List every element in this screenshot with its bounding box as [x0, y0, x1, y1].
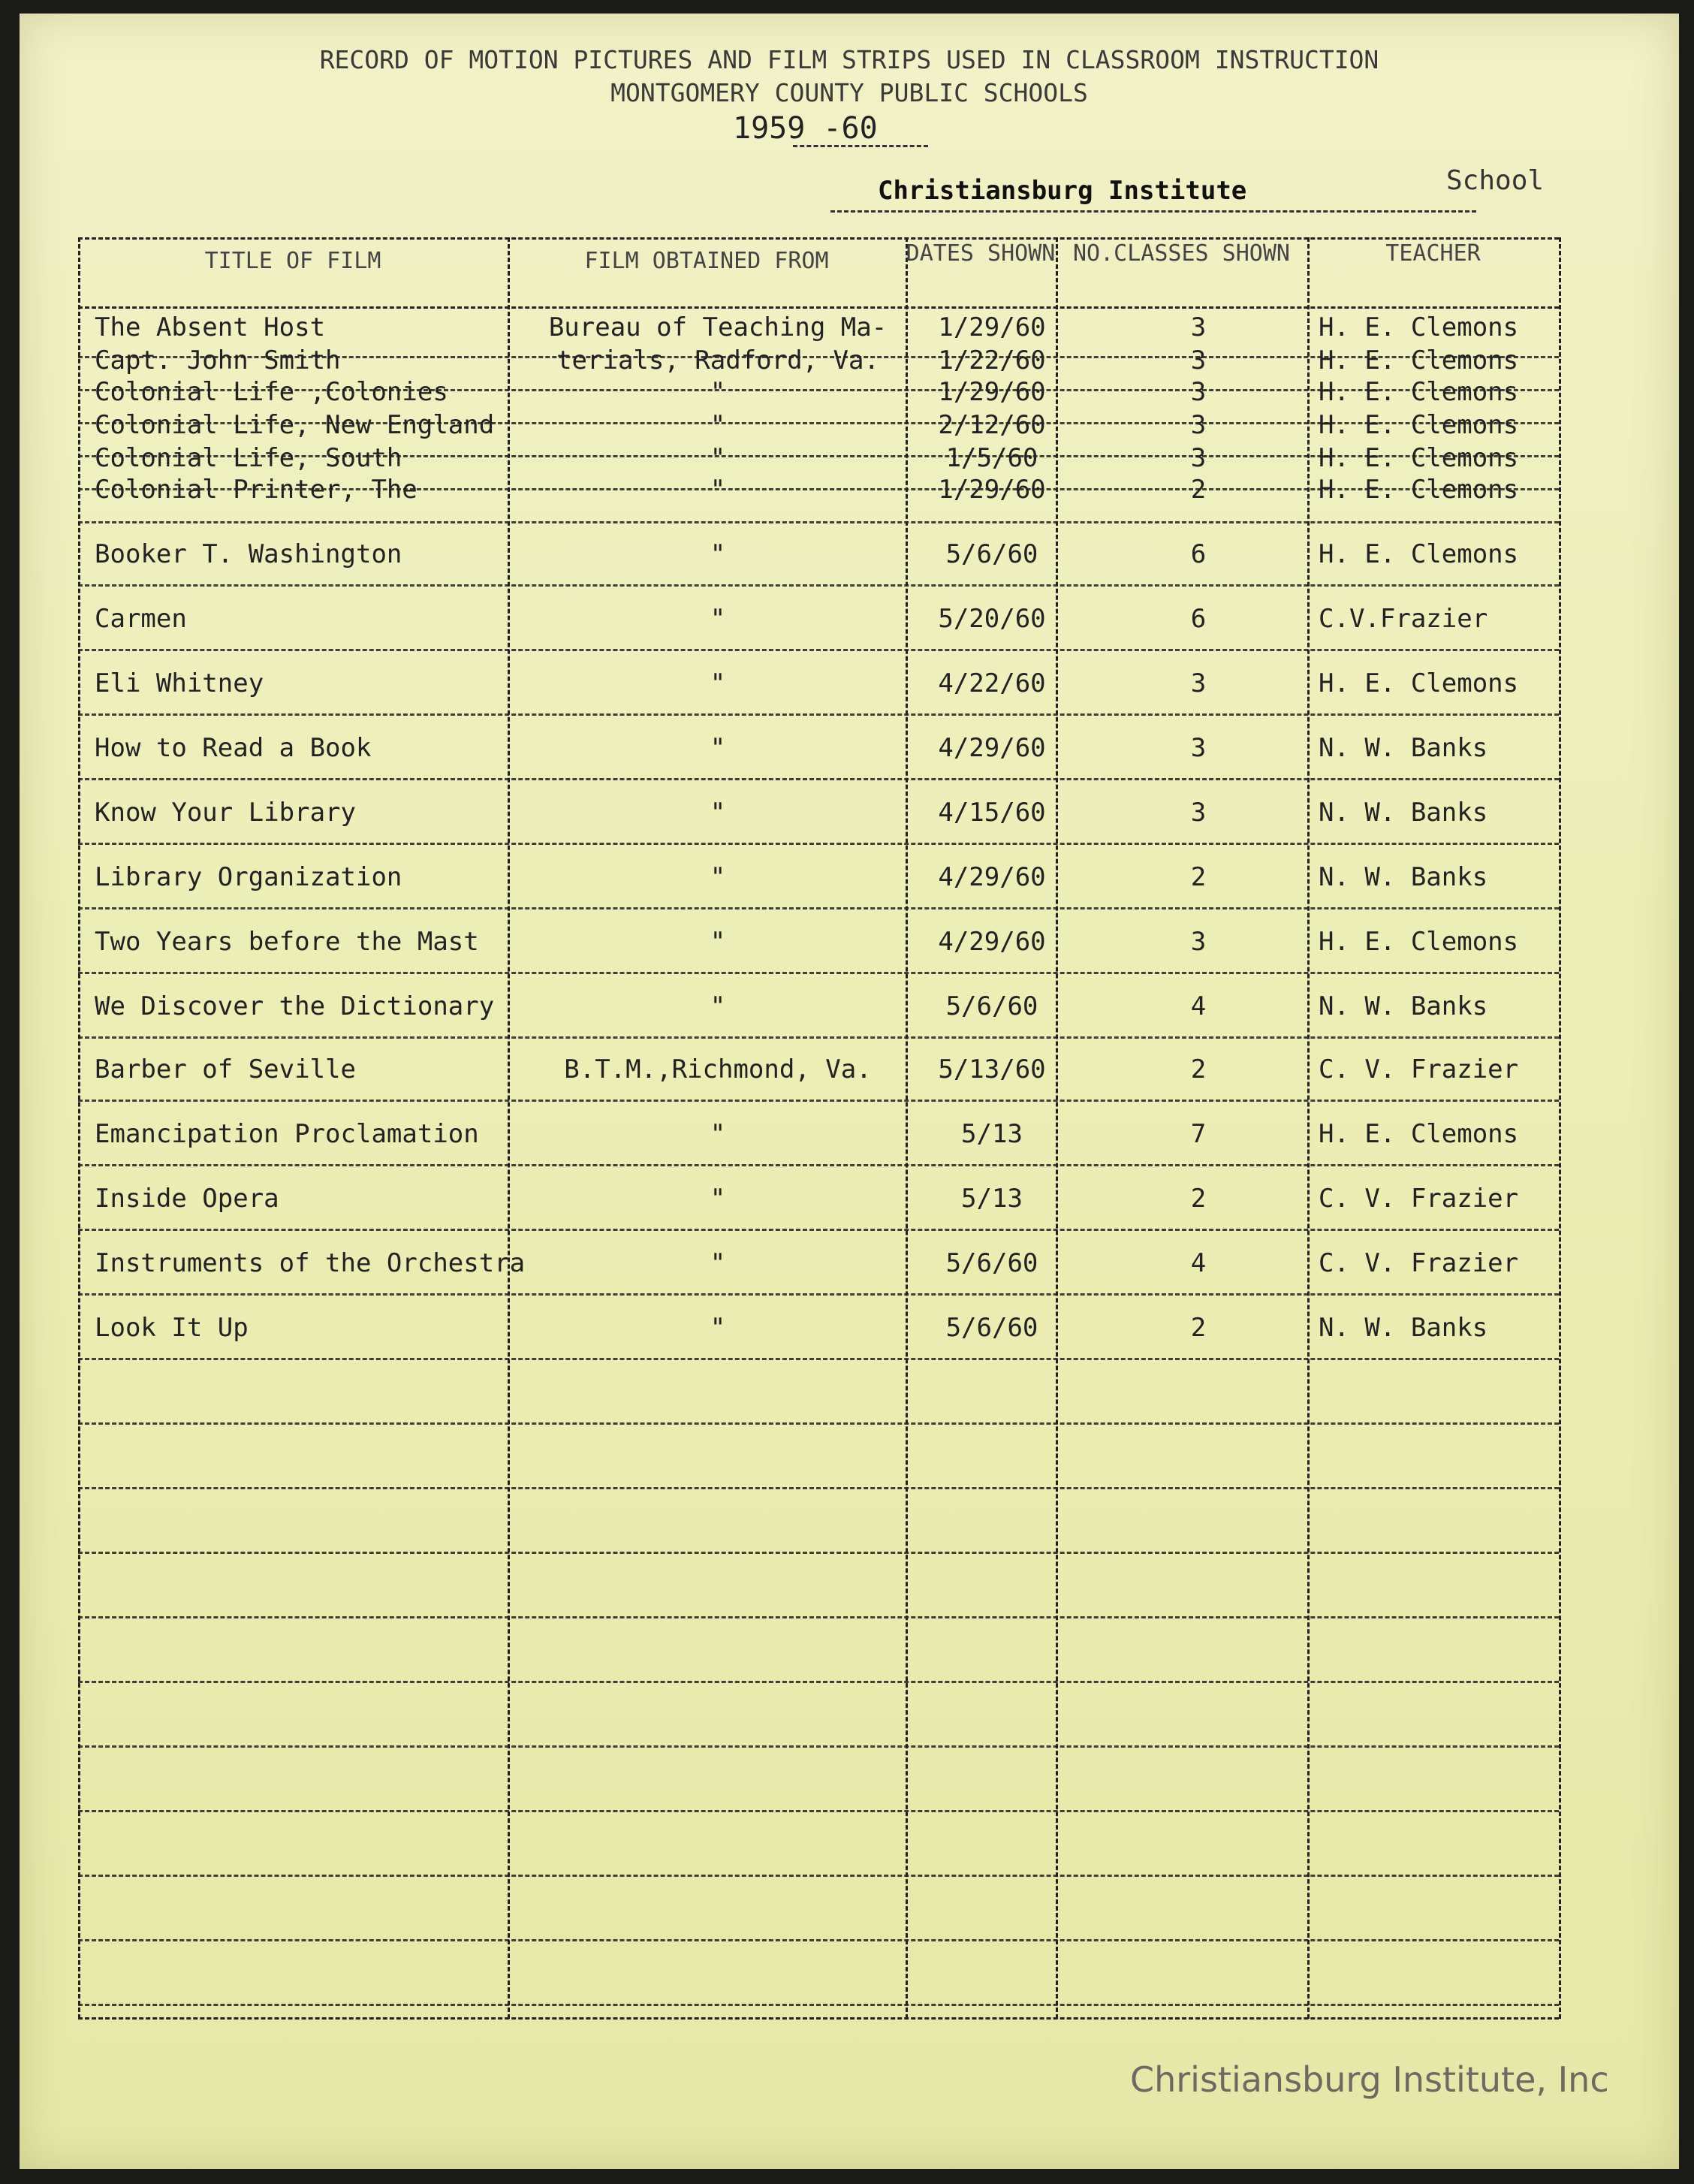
cell-teacher: C. V. Frazier: [1319, 1248, 1519, 1278]
cell-source: ": [710, 1313, 726, 1343]
row-separator: [78, 713, 1559, 716]
cell-classes: 3: [1190, 345, 1207, 376]
title-line-2: MONTGOMERY COUNTY PUBLIC SCHOOLS: [610, 78, 1088, 107]
cell-date: 1/22/60: [938, 345, 1046, 376]
cell-classes: 2: [1190, 862, 1207, 892]
row-separator: [78, 1100, 1559, 1102]
cell-title: Inside Opera: [95, 1184, 279, 1214]
cell-classes: 6: [1190, 539, 1207, 569]
column-header: TITLE OF FILM: [204, 248, 381, 274]
cell-date: 5/20/60: [938, 604, 1046, 634]
cell-title: We Discover the Dictionary: [95, 991, 495, 1021]
cell-teacher: H. E. Clemons: [1319, 927, 1519, 957]
cell-teacher: H. E. Clemons: [1319, 1119, 1519, 1149]
cell-classes: 2: [1190, 475, 1207, 505]
cell-teacher: N. W. Banks: [1319, 798, 1488, 828]
row-separator: [78, 1293, 1559, 1296]
cell-teacher: N. W. Banks: [1319, 991, 1488, 1021]
row-separator: [78, 1422, 1559, 1425]
cell-teacher: H. E. Clemons: [1319, 443, 1519, 473]
cell-teacher: N. W. Banks: [1319, 862, 1488, 892]
cell-teacher: N. W. Banks: [1319, 1313, 1488, 1343]
cell-source: ": [710, 862, 726, 892]
cell-title: Colonial Printer, The: [95, 475, 417, 505]
cell-teacher: C. V. Frazier: [1319, 1184, 1519, 1214]
row-separator: [78, 488, 1559, 490]
cell-title: Library Organization: [95, 862, 402, 892]
cell-date: 4/29/60: [938, 862, 1046, 892]
cell-date: 5/13: [961, 1119, 1023, 1149]
cell-date: 4/29/60: [938, 927, 1046, 957]
cell-date: 4/22/60: [938, 668, 1046, 698]
cell-date: 1/29/60: [938, 312, 1046, 342]
row-separator: [78, 2004, 1559, 2006]
cell-date: 2/12/60: [938, 410, 1046, 440]
cell-teacher: H. E. Clemons: [1319, 345, 1519, 376]
cell-classes: 2: [1190, 1313, 1207, 1343]
cell-date: 5/6/60: [945, 539, 1038, 569]
cell-date: 5/13/60: [938, 1054, 1046, 1084]
row-separator: [78, 1745, 1559, 1748]
cell-date: 5/6/60: [945, 1248, 1038, 1278]
cell-classes: 3: [1190, 668, 1207, 698]
cell-title: Two Years before the Mast: [95, 927, 479, 957]
school-underline: [830, 210, 1476, 213]
cell-source: ": [710, 798, 726, 828]
cell-source: ": [710, 668, 726, 698]
cell-date: 1/5/60: [945, 443, 1038, 473]
row-separator: [78, 843, 1559, 845]
cell-title: The Absent Host: [95, 312, 326, 342]
cell-classes: 2: [1190, 1184, 1207, 1214]
cell-classes: 6: [1190, 604, 1207, 634]
row-separator: [78, 584, 1559, 587]
cell-classes: 3: [1190, 377, 1207, 407]
row-separator: [78, 1164, 1559, 1166]
cell-teacher: H. E. Clemons: [1319, 377, 1519, 407]
school-label: School: [1446, 165, 1545, 196]
cell-classes: 3: [1190, 410, 1207, 440]
cell-title: Booker T. Washington: [95, 539, 402, 569]
row-separator: [78, 1939, 1559, 1941]
cell-teacher: C.V.Frazier: [1319, 604, 1488, 634]
cell-classes: 4: [1190, 991, 1207, 1021]
title-line-1: RECORD OF MOTION PICTURES AND FILM STRIPS USED IN CLASSROOM INSTRUCTION: [319, 45, 1379, 74]
cell-source: ": [710, 991, 726, 1021]
cell-title: Emancipation Proclamation: [95, 1119, 479, 1149]
header-bottom-border: [78, 306, 1559, 309]
cell-teacher: C. V. Frazier: [1319, 1054, 1519, 1084]
cell-source: ": [710, 475, 726, 505]
row-separator: [78, 455, 1559, 457]
row-separator: [78, 1616, 1559, 1618]
row-separator: [78, 521, 1559, 523]
cell-classes: 3: [1190, 798, 1207, 828]
cell-teacher: H. E. Clemons: [1319, 539, 1519, 569]
cell-classes: 4: [1190, 1248, 1207, 1278]
cell-source: terials, Radford, Va.: [556, 345, 879, 376]
cell-classes: 3: [1190, 443, 1207, 473]
column-header: NO.CLASSES SHOWN: [1073, 240, 1290, 267]
watermark: Christiansburg Institute, Inc: [1130, 2059, 1609, 2100]
cell-teacher: N. W. Banks: [1319, 733, 1488, 763]
cell-title: Eli Whitney: [95, 668, 264, 698]
cell-source: ": [710, 604, 726, 634]
row-separator: [78, 1681, 1559, 1683]
row-separator: [78, 972, 1559, 974]
cell-title: Barber of Seville: [95, 1054, 356, 1084]
cell-date: 1/29/60: [938, 475, 1046, 505]
cell-date: 5/13: [961, 1184, 1023, 1214]
row-separator: [78, 1358, 1559, 1360]
cell-classes: 2: [1190, 1054, 1207, 1084]
cell-title: Colonial Life, New England: [95, 410, 495, 440]
cell-source: ": [710, 927, 726, 957]
cell-source: ": [710, 733, 726, 763]
cell-source: ": [710, 539, 726, 569]
cell-source: ": [710, 1248, 726, 1278]
cell-title: Capt. John Smith: [95, 345, 341, 376]
column-header: DATES SHOWN: [906, 240, 1056, 267]
cell-title: Carmen: [95, 604, 187, 634]
cell-classes: 7: [1190, 1119, 1207, 1149]
cell-title: Look It Up: [95, 1313, 249, 1343]
cell-title: Instruments of the Orchestra: [95, 1248, 526, 1278]
cell-title: How to Read a Book: [95, 733, 372, 763]
cell-classes: 3: [1190, 312, 1207, 342]
cell-date: 4/15/60: [938, 798, 1046, 828]
cell-teacher: H. E. Clemons: [1319, 410, 1519, 440]
school-year: 1959 -60: [733, 111, 878, 146]
cell-date: 5/6/60: [945, 1313, 1038, 1343]
row-separator: [78, 1487, 1559, 1489]
cell-source: Bureau of Teaching Ma-: [548, 312, 888, 342]
cell-title: Colonial Life, South: [95, 443, 402, 473]
cell-source: ": [710, 443, 726, 473]
cell-date: 5/6/60: [945, 991, 1038, 1021]
cell-teacher: H. E. Clemons: [1319, 668, 1519, 698]
cell-source: B.T.M.,Richmond, Va.: [564, 1054, 872, 1084]
row-separator: [78, 389, 1559, 391]
cell-title: Colonial Life ,Colonies: [95, 377, 448, 407]
cell-date: 4/29/60: [938, 733, 1046, 763]
cell-classes: 3: [1190, 733, 1207, 763]
school-name: Christiansburg Institute: [878, 176, 1247, 206]
table-bottom-border: [78, 2017, 1559, 2020]
row-separator: [78, 422, 1559, 424]
year-underline: [793, 145, 928, 147]
column-header: FILM OBTAINED FROM: [584, 248, 829, 274]
cell-source: ": [710, 377, 726, 407]
cell-date: 1/29/60: [938, 377, 1046, 407]
column-divider: [78, 237, 80, 2019]
cell-title: Know Your Library: [95, 798, 356, 828]
cell-teacher: H. E. Clemons: [1319, 475, 1519, 505]
cell-source: ": [710, 410, 726, 440]
row-separator: [78, 649, 1559, 651]
column-divider: [1559, 237, 1561, 2019]
row-separator: [78, 1552, 1559, 1554]
row-separator: [78, 1875, 1559, 1877]
column-header: TEACHER: [1385, 240, 1481, 267]
cell-classes: 3: [1190, 927, 1207, 957]
row-separator: [78, 1229, 1559, 1231]
row-separator: [78, 1036, 1559, 1039]
cell-source: ": [710, 1119, 726, 1149]
row-separator: [78, 356, 1559, 358]
cell-teacher: H. E. Clemons: [1319, 312, 1519, 342]
row-separator: [78, 778, 1559, 780]
row-separator: [78, 907, 1559, 909]
row-separator: [78, 1810, 1559, 1812]
document-page: [20, 14, 1679, 2169]
cell-source: ": [710, 1184, 726, 1214]
